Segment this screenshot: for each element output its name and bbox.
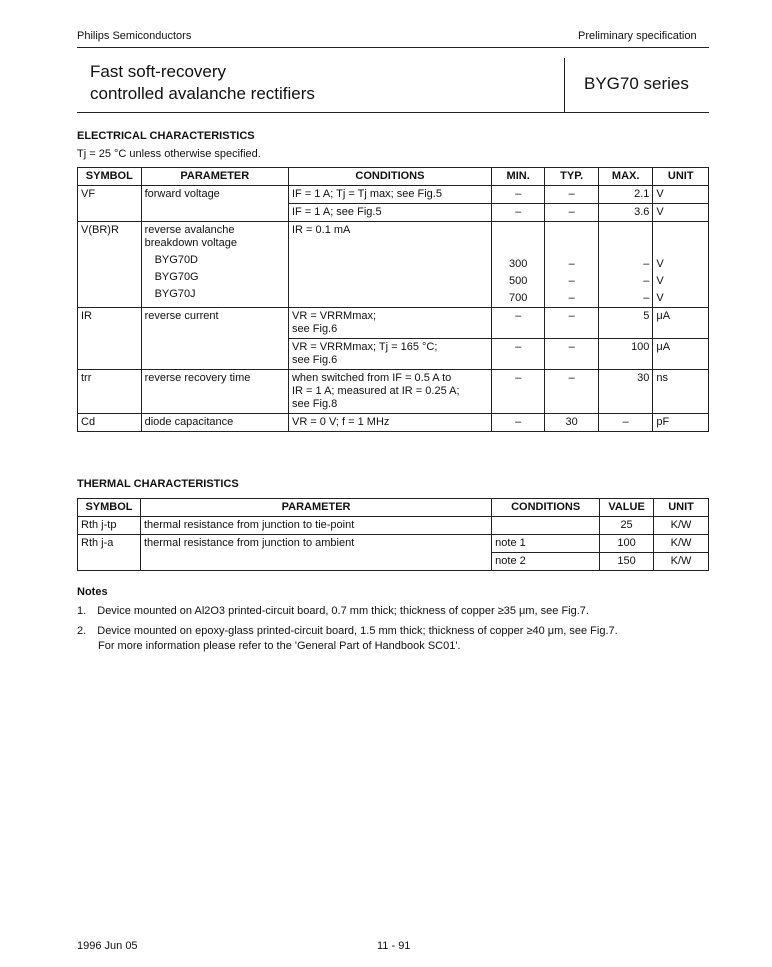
min-cell: –: [491, 370, 545, 414]
title-rule: [77, 112, 709, 113]
note-text: Device mounted on Al2O3 printed-circuit board, 0.7 mm thick; thickness of copper ≥35 μm, see Fig.7.: [97, 605, 589, 617]
typ-value: –: [568, 275, 575, 287]
typ-cell: [545, 222, 599, 308]
typ-cell: –: [545, 204, 599, 222]
note-number: 1.: [77, 605, 87, 617]
conditions-cell: IF = 1 A; Tj = Tj max; see Fig.5: [288, 186, 491, 204]
conditions-cell: [492, 517, 600, 535]
typ-value: –: [568, 258, 575, 270]
parameter-cell: thermal resistance from junction to tie-point: [140, 517, 491, 535]
unit-cell: ns: [653, 370, 709, 414]
min-cell: –: [491, 308, 545, 339]
min-value: 700: [508, 292, 528, 304]
title-divider: [564, 58, 565, 112]
unit-cell: pF: [653, 414, 709, 432]
min-cell: [491, 222, 545, 308]
col-typ: TYP.: [545, 168, 599, 186]
col-parameter: PARAMETER: [140, 499, 491, 517]
value-cell: 100: [600, 535, 654, 553]
table-header-row: [78, 168, 709, 186]
max-value: –: [643, 258, 650, 270]
max-cell: 2.1: [598, 186, 653, 204]
condition-line: VR = VRRMmax;: [291, 310, 377, 322]
col-value: VALUE: [600, 499, 654, 517]
parameter-cell: diode capacitance: [141, 414, 288, 432]
symbol-cell: Cd: [78, 414, 142, 432]
type-label: BYG70J: [154, 288, 196, 300]
conditions-cell: IF = 1 A; see Fig.5: [288, 204, 491, 222]
unit-value: V: [656, 292, 664, 304]
footer-date: 1996 Jun 05: [77, 940, 138, 952]
min-value: 500: [508, 275, 528, 287]
condition-line: VR = VRRMmax; Tj = 165 °C;: [291, 341, 438, 353]
header-rule: [77, 47, 709, 48]
max-cell: –: [598, 414, 653, 432]
value-cell: 150: [600, 553, 654, 571]
table-row: [78, 186, 709, 204]
col-min: MIN.: [491, 168, 545, 186]
max-cell: 3.6: [598, 204, 653, 222]
unit-cell: V: [653, 186, 709, 204]
electrical-heading: ELECTRICAL CHARACTERISTICS: [77, 130, 255, 142]
thermal-table: [77, 498, 709, 571]
condition-line: see Fig.8: [291, 398, 338, 410]
parameter-cell: reverse recovery time: [141, 370, 288, 414]
table-row: [78, 535, 709, 553]
parameter-cell: [141, 222, 288, 308]
col-conditions: CONDITIONS: [492, 499, 600, 517]
unit-cell: K/W: [654, 553, 709, 571]
table-header-row: [78, 499, 709, 517]
type-label: BYG70D: [154, 254, 199, 266]
unit-cell: V: [653, 204, 709, 222]
electrical-table: [77, 167, 709, 432]
note-text: Device mounted on epoxy-glass printed-circuit board, 1.5 mm thick; thickness of copper ≥40 μm, see Fig.7.: [97, 625, 618, 637]
title-line-2: controlled avalanche rectifiers: [90, 84, 315, 103]
conditions-cell: note 1: [492, 535, 600, 553]
table-row: [78, 370, 709, 414]
unit-value: V: [656, 258, 664, 270]
typ-cell: –: [545, 308, 599, 339]
conditions-cell: note 2: [492, 553, 600, 571]
unit-cell: μA: [653, 308, 709, 339]
typ-cell: 30: [545, 414, 599, 432]
symbol-cell: V(BR)R: [78, 222, 142, 308]
parameter-line: reverse avalanche: [144, 224, 235, 236]
unit-cell: μA: [653, 339, 709, 370]
col-symbol: SYMBOL: [78, 499, 141, 517]
conditions-cell: [288, 339, 491, 370]
table-row: [78, 517, 709, 535]
conditions-cell: [288, 308, 491, 339]
table-row: [78, 308, 709, 339]
parameter-cell: forward voltage: [141, 186, 288, 222]
condition-line: when switched from IF = 0.5 A to: [291, 372, 452, 384]
col-parameter: PARAMETER: [141, 168, 288, 186]
col-unit: UNIT: [653, 168, 709, 186]
condition-line: see Fig.6: [291, 323, 338, 335]
min-cell: –: [491, 339, 545, 370]
spec-status: Preliminary specification: [578, 30, 697, 42]
document-title: [90, 61, 315, 105]
max-cell: 5: [598, 308, 653, 339]
condition-line: see Fig.6: [291, 354, 338, 366]
symbol-cell: trr: [78, 370, 142, 414]
typ-cell: –: [545, 186, 599, 204]
company-name: Philips Semiconductors: [77, 30, 192, 42]
conditions-cell: [288, 370, 491, 414]
product-series: BYG70 series: [584, 74, 689, 93]
notes-heading: Notes: [77, 586, 108, 598]
min-cell: –: [491, 204, 545, 222]
title-line-1: Fast soft-recovery: [90, 62, 227, 81]
typ-cell: –: [545, 339, 599, 370]
parameter-cell: reverse current: [141, 308, 288, 370]
max-cell: 30: [598, 370, 653, 414]
table-row: [78, 222, 709, 308]
note-2: [77, 625, 618, 637]
symbol-cell: IR: [78, 308, 142, 370]
max-cell: [598, 222, 653, 308]
page-number: 11 - 91: [377, 940, 411, 952]
value-cell: 25: [600, 517, 654, 535]
max-value: –: [643, 275, 650, 287]
max-value: –: [643, 292, 650, 304]
typ-value: –: [568, 292, 575, 304]
conditions-cell: IR = 0.1 mA: [288, 222, 491, 308]
col-max: MAX.: [598, 168, 653, 186]
min-cell: –: [491, 414, 545, 432]
thermal-heading: THERMAL CHARACTERISTICS: [77, 478, 239, 490]
condition-line: IR = 1 A; measured at IR = 0.25 A;: [291, 385, 460, 397]
unit-value: V: [656, 275, 664, 287]
type-label: BYG70G: [154, 271, 199, 283]
unit-cell: [653, 222, 709, 308]
col-conditions: CONDITIONS: [288, 168, 491, 186]
parameter-cell: thermal resistance from junction to ambient: [140, 535, 491, 571]
col-symbol: SYMBOL: [78, 168, 142, 186]
unit-cell: K/W: [654, 517, 709, 535]
min-value: 300: [508, 258, 528, 270]
electrical-subheading: Tj = 25 °C unless otherwise specified.: [77, 148, 261, 160]
conditions-cell: VR = 0 V; f = 1 MHz: [288, 414, 491, 432]
unit-cell: K/W: [654, 535, 709, 553]
symbol-cell: Rth j-tp: [78, 517, 141, 535]
note-2-more: For more information please refer to the 'General Part of Handbook SC01'.: [98, 640, 461, 652]
parameter-line: breakdown voltage: [144, 237, 237, 249]
typ-cell: –: [545, 370, 599, 414]
col-unit: UNIT: [654, 499, 709, 517]
table-row: [78, 414, 709, 432]
note-number: 2.: [77, 625, 87, 637]
max-cell: 100: [598, 339, 653, 370]
note-1: [77, 605, 589, 617]
min-cell: –: [491, 186, 545, 204]
symbol-cell: VF: [78, 186, 142, 222]
symbol-cell: Rth j-a: [78, 535, 141, 571]
